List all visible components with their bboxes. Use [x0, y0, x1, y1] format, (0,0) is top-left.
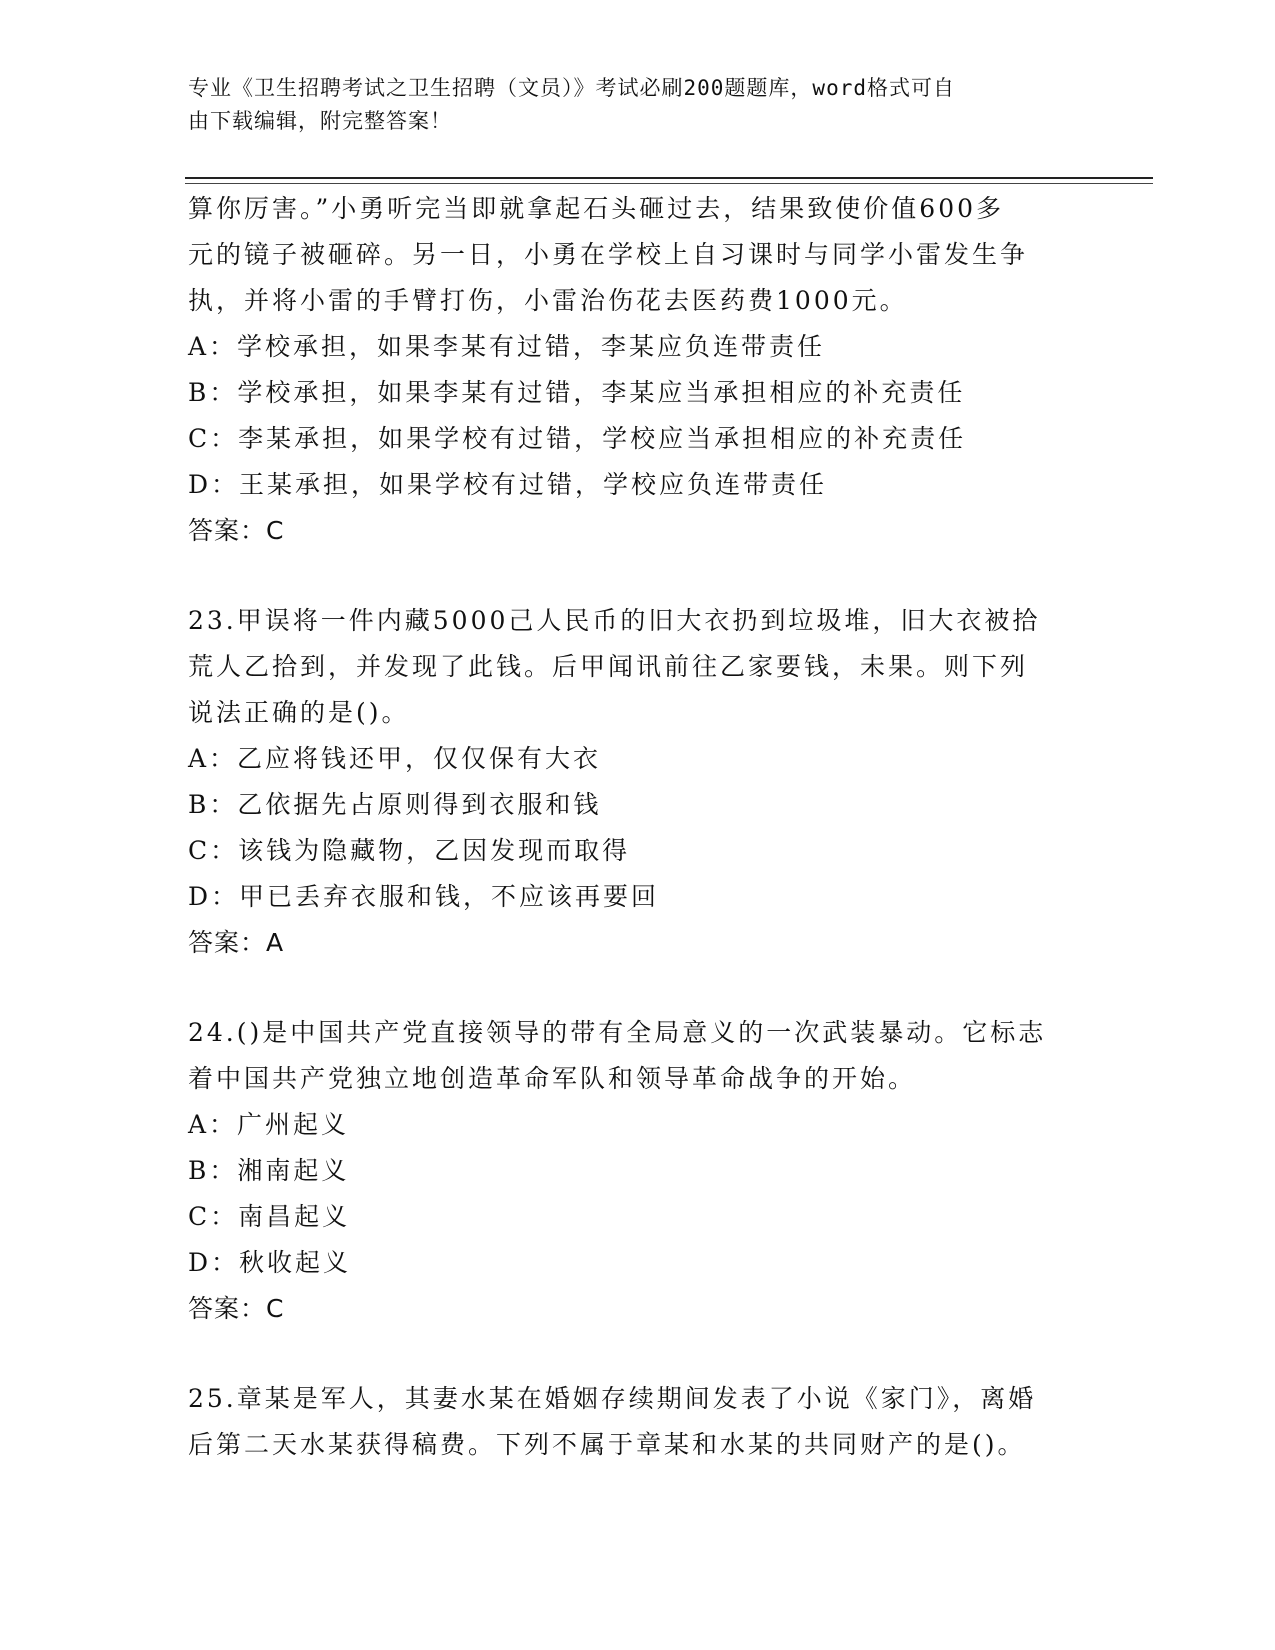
question-stem-line: 25.章某是军人，其妻水某在婚姻存续期间发表了小说《家门》，离婚	[188, 1384, 1037, 1413]
question-stem-line: 后第二天水某获得稿费。下列不属于章某和水某的共同财产的是()。	[188, 1430, 1026, 1459]
document-body	[188, 186, 1078, 1468]
page-header	[188, 72, 1088, 138]
question-25	[188, 1376, 1078, 1468]
question-stem-line: 元的镜子被砸碎。另一日，小勇在学校上自习课时与同学小雷发生争	[188, 240, 1029, 269]
option-a: A：广州起义	[188, 1110, 350, 1139]
option-d: D：甲已丢弃衣服和钱，不应该再要回	[188, 882, 660, 911]
answer-line: 答案：C	[188, 516, 285, 545]
answer-line: 答案：A	[188, 928, 285, 957]
question-stem-line: 23.甲误将一件内藏5000己人民币的旧大衣扔到垃圾堆，旧大衣被拾	[188, 606, 1041, 635]
question-stem-line: 说法正确的是()。	[188, 698, 410, 727]
header-line-2: 由下载编辑，附完整答案！	[188, 109, 452, 133]
question-stem-line: 着中国共产党独立地创造革命军队和领导革命战争的开始。	[188, 1064, 917, 1093]
question-stem-line: 算你厉害。”小勇听完当即就拿起石头砸过去，结果致使价值600多	[188, 194, 1005, 223]
question-stem-line: 荒人乙拾到，并发现了此钱。后甲闻讯前往乙家要钱，未果。则下列	[188, 652, 1029, 681]
spacer	[188, 554, 1078, 598]
option-c: C：李某承担，如果学校有过错，学校应当承担相应的补充责任	[188, 424, 967, 453]
question-stem-line: 执，并将小雷的手臂打伤，小雷治伤花去医药费1000元。	[188, 286, 908, 315]
option-c: C：该钱为隐藏物，乙因发现而取得	[188, 836, 631, 865]
option-d: D：秋收起义	[188, 1248, 352, 1277]
option-c: C：南昌起义	[188, 1202, 351, 1231]
question-continued	[188, 186, 1078, 554]
header-rule-thin	[185, 183, 1153, 184]
answer-line: 答案：C	[188, 1294, 285, 1323]
spacer	[188, 1332, 1078, 1376]
option-b: B：学校承担，如果李某有过错，李某应当承担相应的补充责任	[188, 378, 966, 407]
header-rule-thick	[185, 177, 1153, 179]
option-a: A：乙应将钱还甲，仅仅保有大衣	[188, 744, 602, 773]
question-stem-line: 24.()是中国共产党直接领导的带有全局意义的一次武装暴动。它标志	[188, 1018, 1047, 1047]
spacer	[188, 966, 1078, 1010]
header-line-1: 专业《卫生招聘考试之卫生招聘（文员）》考试必刷200题题库，word格式可自	[188, 76, 955, 100]
option-b: B：湘南起义	[188, 1156, 350, 1185]
option-d: D：王某承担，如果学校有过错，学校应负连带责任	[188, 470, 828, 499]
question-23	[188, 598, 1078, 966]
question-24	[188, 1010, 1078, 1332]
option-a: A：学校承担，如果李某有过错，李某应负连带责任	[188, 332, 826, 361]
option-b: B：乙依据先占原则得到衣服和钱	[188, 790, 602, 819]
